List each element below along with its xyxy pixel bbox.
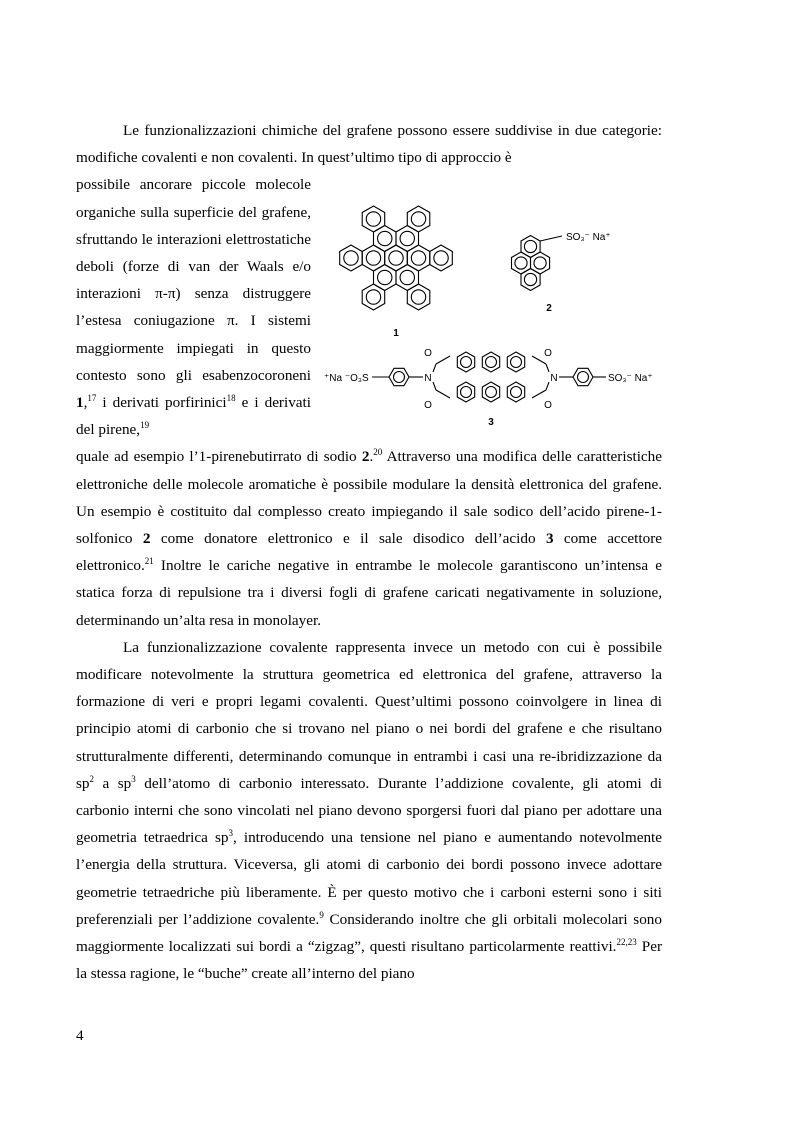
perylene-ring xyxy=(457,382,474,402)
perylene-ring xyxy=(507,352,524,372)
text-run: , introducendo una tensione nel piano e aumentando notevolmente l’energia della struttura. Viceversa, gli atomi di carbonio dei bordi possono invece adottare geometrie tetraedriche più liberamente. È per questo motivo che i carboni esterni sono i siti preferenziali per l’addizione covalente. xyxy=(76,829,663,928)
hbc-ring xyxy=(430,245,453,271)
page-number: 4 xyxy=(76,1027,84,1044)
chemical-structures-figure xyxy=(316,190,662,432)
perylene-diimide-structure-3 xyxy=(372,352,606,402)
aromatic-circle xyxy=(461,387,472,398)
hbc-ring xyxy=(340,245,363,271)
carbonyl-oxygen: O xyxy=(424,348,432,359)
text-run: quale ad esempio l’1-pirenebutirrato di sodio xyxy=(76,448,362,466)
hbc-ring xyxy=(362,245,385,271)
superscript: 2 xyxy=(89,773,95,784)
sulfonate-group-2: SO₃⁻ Na⁺ xyxy=(566,232,611,243)
aromatic-circle xyxy=(524,273,536,285)
imide-bond xyxy=(436,356,450,364)
citation: 18 xyxy=(226,393,236,404)
aromatic-circle xyxy=(400,270,414,284)
text-run: Per la stessa ragione, le “buche” create all’interno del piano xyxy=(76,938,663,983)
compound-ref-2: 2 xyxy=(142,530,151,548)
aromatic-circle xyxy=(434,251,448,265)
citation: 9 xyxy=(319,909,324,920)
imide-bond xyxy=(433,364,436,372)
phenyl-ring-left xyxy=(389,368,409,385)
perylene-ring xyxy=(482,382,499,402)
paragraph-2 xyxy=(76,634,662,988)
imide-bond xyxy=(433,382,436,390)
aromatic-circle xyxy=(400,231,414,245)
hbc-ring xyxy=(385,245,408,271)
text-run: come accettore elettronico. xyxy=(76,530,662,575)
citation: 17 xyxy=(87,393,97,404)
imide-bond xyxy=(532,390,546,398)
text-run: Attraverso una modifica delle caratteristiche elettroniche delle molecole aromatiche è possibile modulare la densità elettronica del grafene. Un esempio è costituito dal complesso creato impiegando il sale sodico dell’acido pirene-1-solfonico xyxy=(76,448,662,548)
text-run: a sp xyxy=(94,774,132,792)
text-run: e i derivati del pirene, xyxy=(76,394,311,439)
aromatic-circle xyxy=(411,251,425,265)
hbc-ring xyxy=(374,226,397,252)
perylene-ring xyxy=(457,352,474,372)
hbc-ring xyxy=(407,206,430,232)
imide-bond xyxy=(436,390,450,398)
paragraph-1-continued: quale ad esempio l’1-pirenebutirrato di sodio 2.20 Attraverso una modifica delle caratteristiche elettroniche delle molecole aromatiche è possibile modulare la densità elettronica del grafene. Un esempio è costituito dal complesso creato impiegando il sale sodico dell’acido pirene-1-solfonico 2 come donatore elettronico e il sale disodico dell’acido 3 come accettore elettronico.$^{21}$ Inoltre le cariche negative in entrambe le molecole garantiscono un’intensa e statica forza di repulsione tra i diversi fogli di grafene caricati negativamente in soluzione, determinando un’alta resa in monolayer. xyxy=(76,447,662,629)
hbc-ring xyxy=(362,206,385,232)
pyrene-sulfonate-structure-2 xyxy=(512,236,563,291)
pyrene-ring xyxy=(521,236,540,258)
compound-label-3: 3 xyxy=(488,417,494,428)
aromatic-circle xyxy=(344,251,358,265)
text-run: come donatore elettronico e il sale disodico dell’acido xyxy=(150,530,546,548)
aromatic-circle xyxy=(486,357,497,368)
aromatic-circle xyxy=(378,270,392,284)
text-run: Considerando inoltre che gli orbitali molecolari sono maggiormente localizzati sui bordi a “zigzag”, questi risultano particolarmente reattivi. xyxy=(76,910,662,956)
hbc-ring xyxy=(362,284,385,310)
text-run: La funzionalizzazione covalente rappresenta invece un metodo con cui è possibile modificare notevolmente la struttura geometrica ed elettronica del grafene, attraverso la formazione di veri e propri legami covalenti. Quest’ultimi possono coinvolgere in linea di principio atomi di carbonio che si trovano nel piano o nei bordi del grafene e che risultano strutturalmente differenti, determinando comunque in entrambi i casi una re-ibridizzazione da sp xyxy=(76,638,662,792)
perylene-ring xyxy=(482,352,499,372)
compound-ref-2: 2 xyxy=(361,448,370,466)
carbonyl-oxygen: O xyxy=(424,400,432,411)
aromatic-circle xyxy=(534,257,546,269)
hbc-ring xyxy=(407,284,430,310)
sulfonate-bond xyxy=(540,236,562,241)
aromatic-circle xyxy=(366,212,380,226)
citation: 19 xyxy=(140,420,150,431)
aromatic-circle xyxy=(515,257,527,269)
aromatic-circle xyxy=(524,240,536,252)
imide-bond xyxy=(546,382,549,390)
text-run: possibile ancorare piccole molecole organiche sulla superficie del grafene, sfruttando le interazioni elettrostatiche deboli (forze di van der Waals e/o interazioni π-π) senza distruggere l’estesa coniugazione π. I sistemi maggiormente impiegati in questo contesto sono gli esabenzocoroneni xyxy=(76,176,311,384)
compound-ref-3: 3 xyxy=(545,530,554,548)
carbonyl-oxygen: O xyxy=(544,400,552,411)
hbc-ring xyxy=(396,226,419,252)
compound-ref-1: 1 xyxy=(76,394,84,412)
hbc-ring xyxy=(396,265,419,291)
citation: 21 xyxy=(144,556,154,567)
hexabenzocoronene-structure-1 xyxy=(340,206,453,310)
superscript: 3 xyxy=(131,773,136,784)
aromatic-circle xyxy=(411,212,425,226)
sulfonate-group-right: SO₃⁻ Na⁺ xyxy=(608,373,653,384)
text-run: dell’atomo di carbonio interessato. Durante l’addizione covalente, gli atomi di carbonio interni che sono vincolati nel piano devono sporgersi fuori dal piano per adottare una geometria tetraedrica sp xyxy=(76,774,662,847)
aromatic-circle xyxy=(486,387,497,398)
sulfonate-group-left: ⁺Na ⁻O₃S xyxy=(324,373,369,384)
perylene-ring xyxy=(507,382,524,402)
aromatic-circle xyxy=(394,372,405,383)
paragraph-1-intro xyxy=(76,117,662,171)
citation: 20 xyxy=(373,447,383,458)
carbonyl-oxygen: O xyxy=(544,348,552,359)
text-run: i derivati porfirinici xyxy=(96,394,227,412)
aromatic-circle xyxy=(578,372,589,383)
phenyl-ring-right xyxy=(573,368,593,385)
aromatic-circle xyxy=(511,387,522,398)
hbc-ring xyxy=(374,265,397,291)
text-run: Inoltre le cariche negative in entrambe le molecole garantiscono un’intensa e statica forza di repulsione tra i diversi fogli di grafene caricati negativamente in soluzione, determinando un’alta resa in monolayer. xyxy=(76,557,662,629)
structures-drawing xyxy=(316,190,662,432)
aromatic-circle xyxy=(411,290,425,304)
citation: 22,23 xyxy=(616,937,637,948)
compound-label-2: 2 xyxy=(546,303,552,314)
imide-bond xyxy=(546,364,549,372)
pyrene-ring xyxy=(521,269,540,291)
aromatic-circle xyxy=(389,251,403,265)
text-run: Le funzionalizzazioni chimiche del grafene possono essere suddivise in due categorie: modifiche covalenti e non covalenti. In quest’ultimo tipo di approccio è xyxy=(76,122,662,167)
aromatic-circle xyxy=(366,290,380,304)
compound-label-1: 1 xyxy=(393,328,399,339)
aromatic-circle xyxy=(461,357,472,368)
imide-nitrogen-left: N xyxy=(424,373,432,384)
paragraph-1-wrapped: possibile ancorare piccole molecole organiche sulla superficie del grafene, sfruttando le interazioni elettrostatiche deboli (forze di van der Waals e/o interazioni π-π) senza distruggere l’estesa coniugazione π. I sistemi maggiormente impiegati in questo contesto sono gli esabenzocoroneni 1,17 i derivati porfirinici$^{18}$ e i derivati del pirene,$^{19}$ xyxy=(76,176,311,439)
aromatic-circle xyxy=(366,251,380,265)
aromatic-circle xyxy=(511,357,522,368)
aromatic-circle xyxy=(378,231,392,245)
superscript: 3 xyxy=(228,828,233,839)
hbc-ring xyxy=(407,245,430,271)
imide-nitrogen-right: N xyxy=(550,373,558,384)
